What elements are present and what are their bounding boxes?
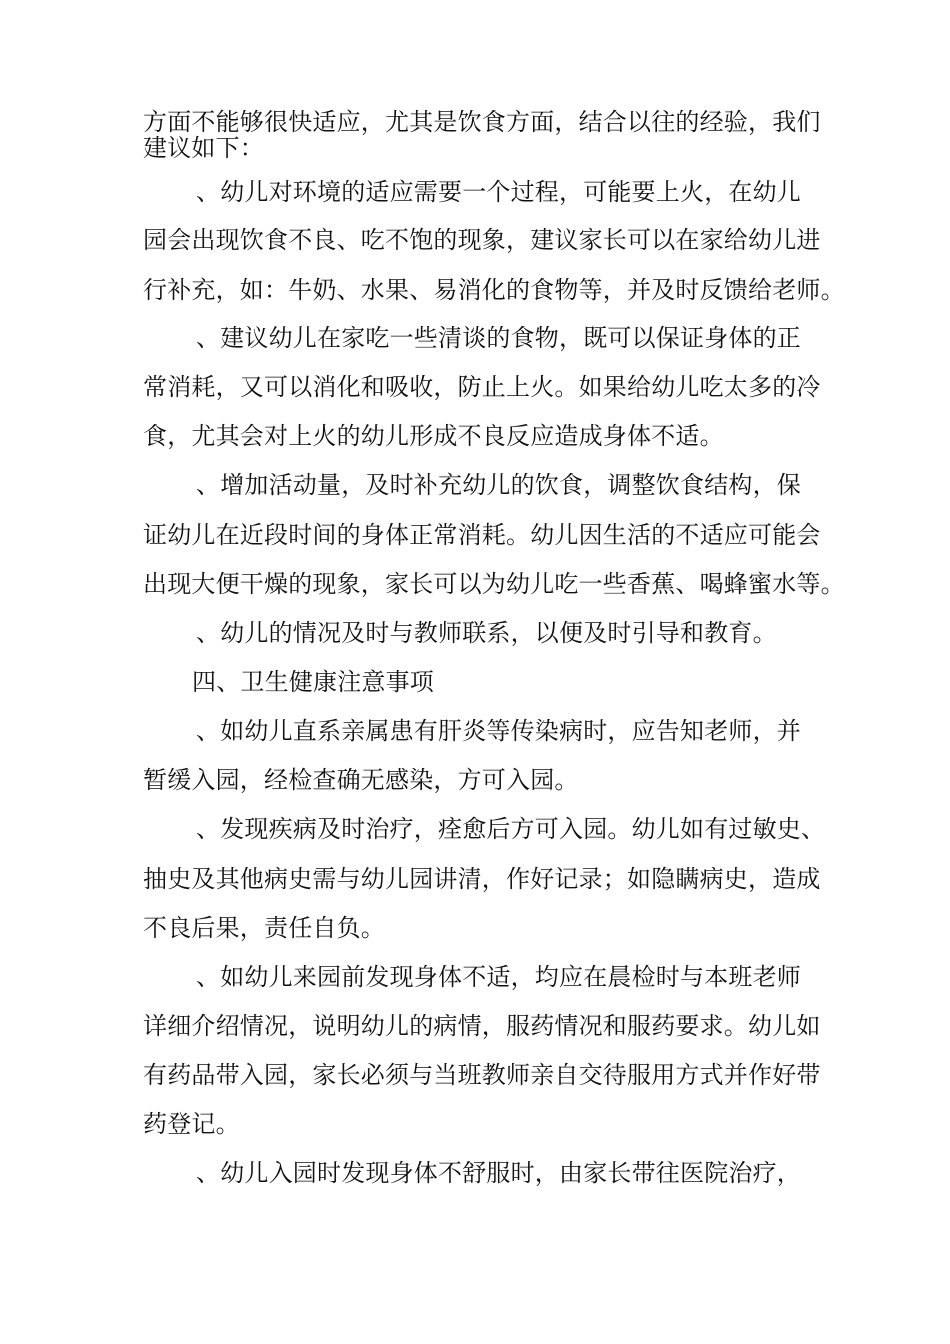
list-item-line: 、幼儿入园时发现身体不舒服时，由家长带往医院治疗， (196, 1159, 801, 1187)
list-item-line: 、建议幼儿在家吃一些清谈的食物，既可以保证身体的正 (196, 324, 801, 352)
text-line: 园会出现饮食不良、吃不饱的现象，建议家长可以在家给幼儿进 (143, 226, 821, 254)
list-item-line: 、增加活动量，及时补充幼儿的饮食，调整饮食结构，保 (196, 471, 801, 499)
text-line: 建议如下： (143, 134, 264, 162)
text-line: 暂缓入园，经检查确无感染，方可入园。 (143, 766, 579, 794)
text-line: 抽史及其他病史需与幼儿园讲清，作好记录；如隐瞒病史，造成 (143, 865, 821, 893)
section-heading: 四、卫生健康注意事项 (192, 668, 434, 696)
text-line: 食，尤其会对上火的幼儿形成不良反应造成身体不适。 (143, 422, 724, 450)
text-line: 出现大便干燥的现象，家长可以为幼儿吃一些香蕉、喝蜂蜜水等。 (143, 570, 845, 598)
text-line: 有药品带入园，家长必须与当班教师亲自交待服用方式并作好带 (143, 1061, 821, 1089)
list-item-line: 、如幼儿来园前发现身体不适，均应在晨检时与本班老师 (196, 963, 801, 991)
list-item-line: 、发现疾病及时治疗，痊愈后方可入园。幼儿如有过敏史、 (196, 815, 826, 843)
text-line: 详细介绍情况，说明幼儿的病情，服药情况和服药要求。幼儿如 (143, 1012, 821, 1040)
list-item-line: 、幼儿对环境的适应需要一个过程，可能要上火，在幼儿 (196, 178, 801, 206)
text-line: 药登记。 (143, 1110, 240, 1138)
text-line: 不良后果，责任自负。 (143, 914, 385, 942)
text-line: 方面不能够很快适应，尤其是饮食方面，结合以往的经验，我们 (143, 108, 821, 136)
text-line: 常消耗，又可以消化和吸收，防止上火。如果给幼儿吃太多的冷 (143, 373, 821, 401)
list-item-line: 、幼儿的情况及时与教师联系，以便及时引导和教育。 (196, 619, 777, 647)
text-line: 证幼儿在近段时间的身体正常消耗。幼儿因生活的不适应可能会 (143, 521, 821, 549)
text-line: 行补充，如：牛奶、水果、易消化的食物等，并及时反馈给老师。 (143, 276, 845, 304)
list-item-line: 、如幼儿直系亲属患有肝炎等传染病时，应告知老师，并 (196, 717, 801, 745)
